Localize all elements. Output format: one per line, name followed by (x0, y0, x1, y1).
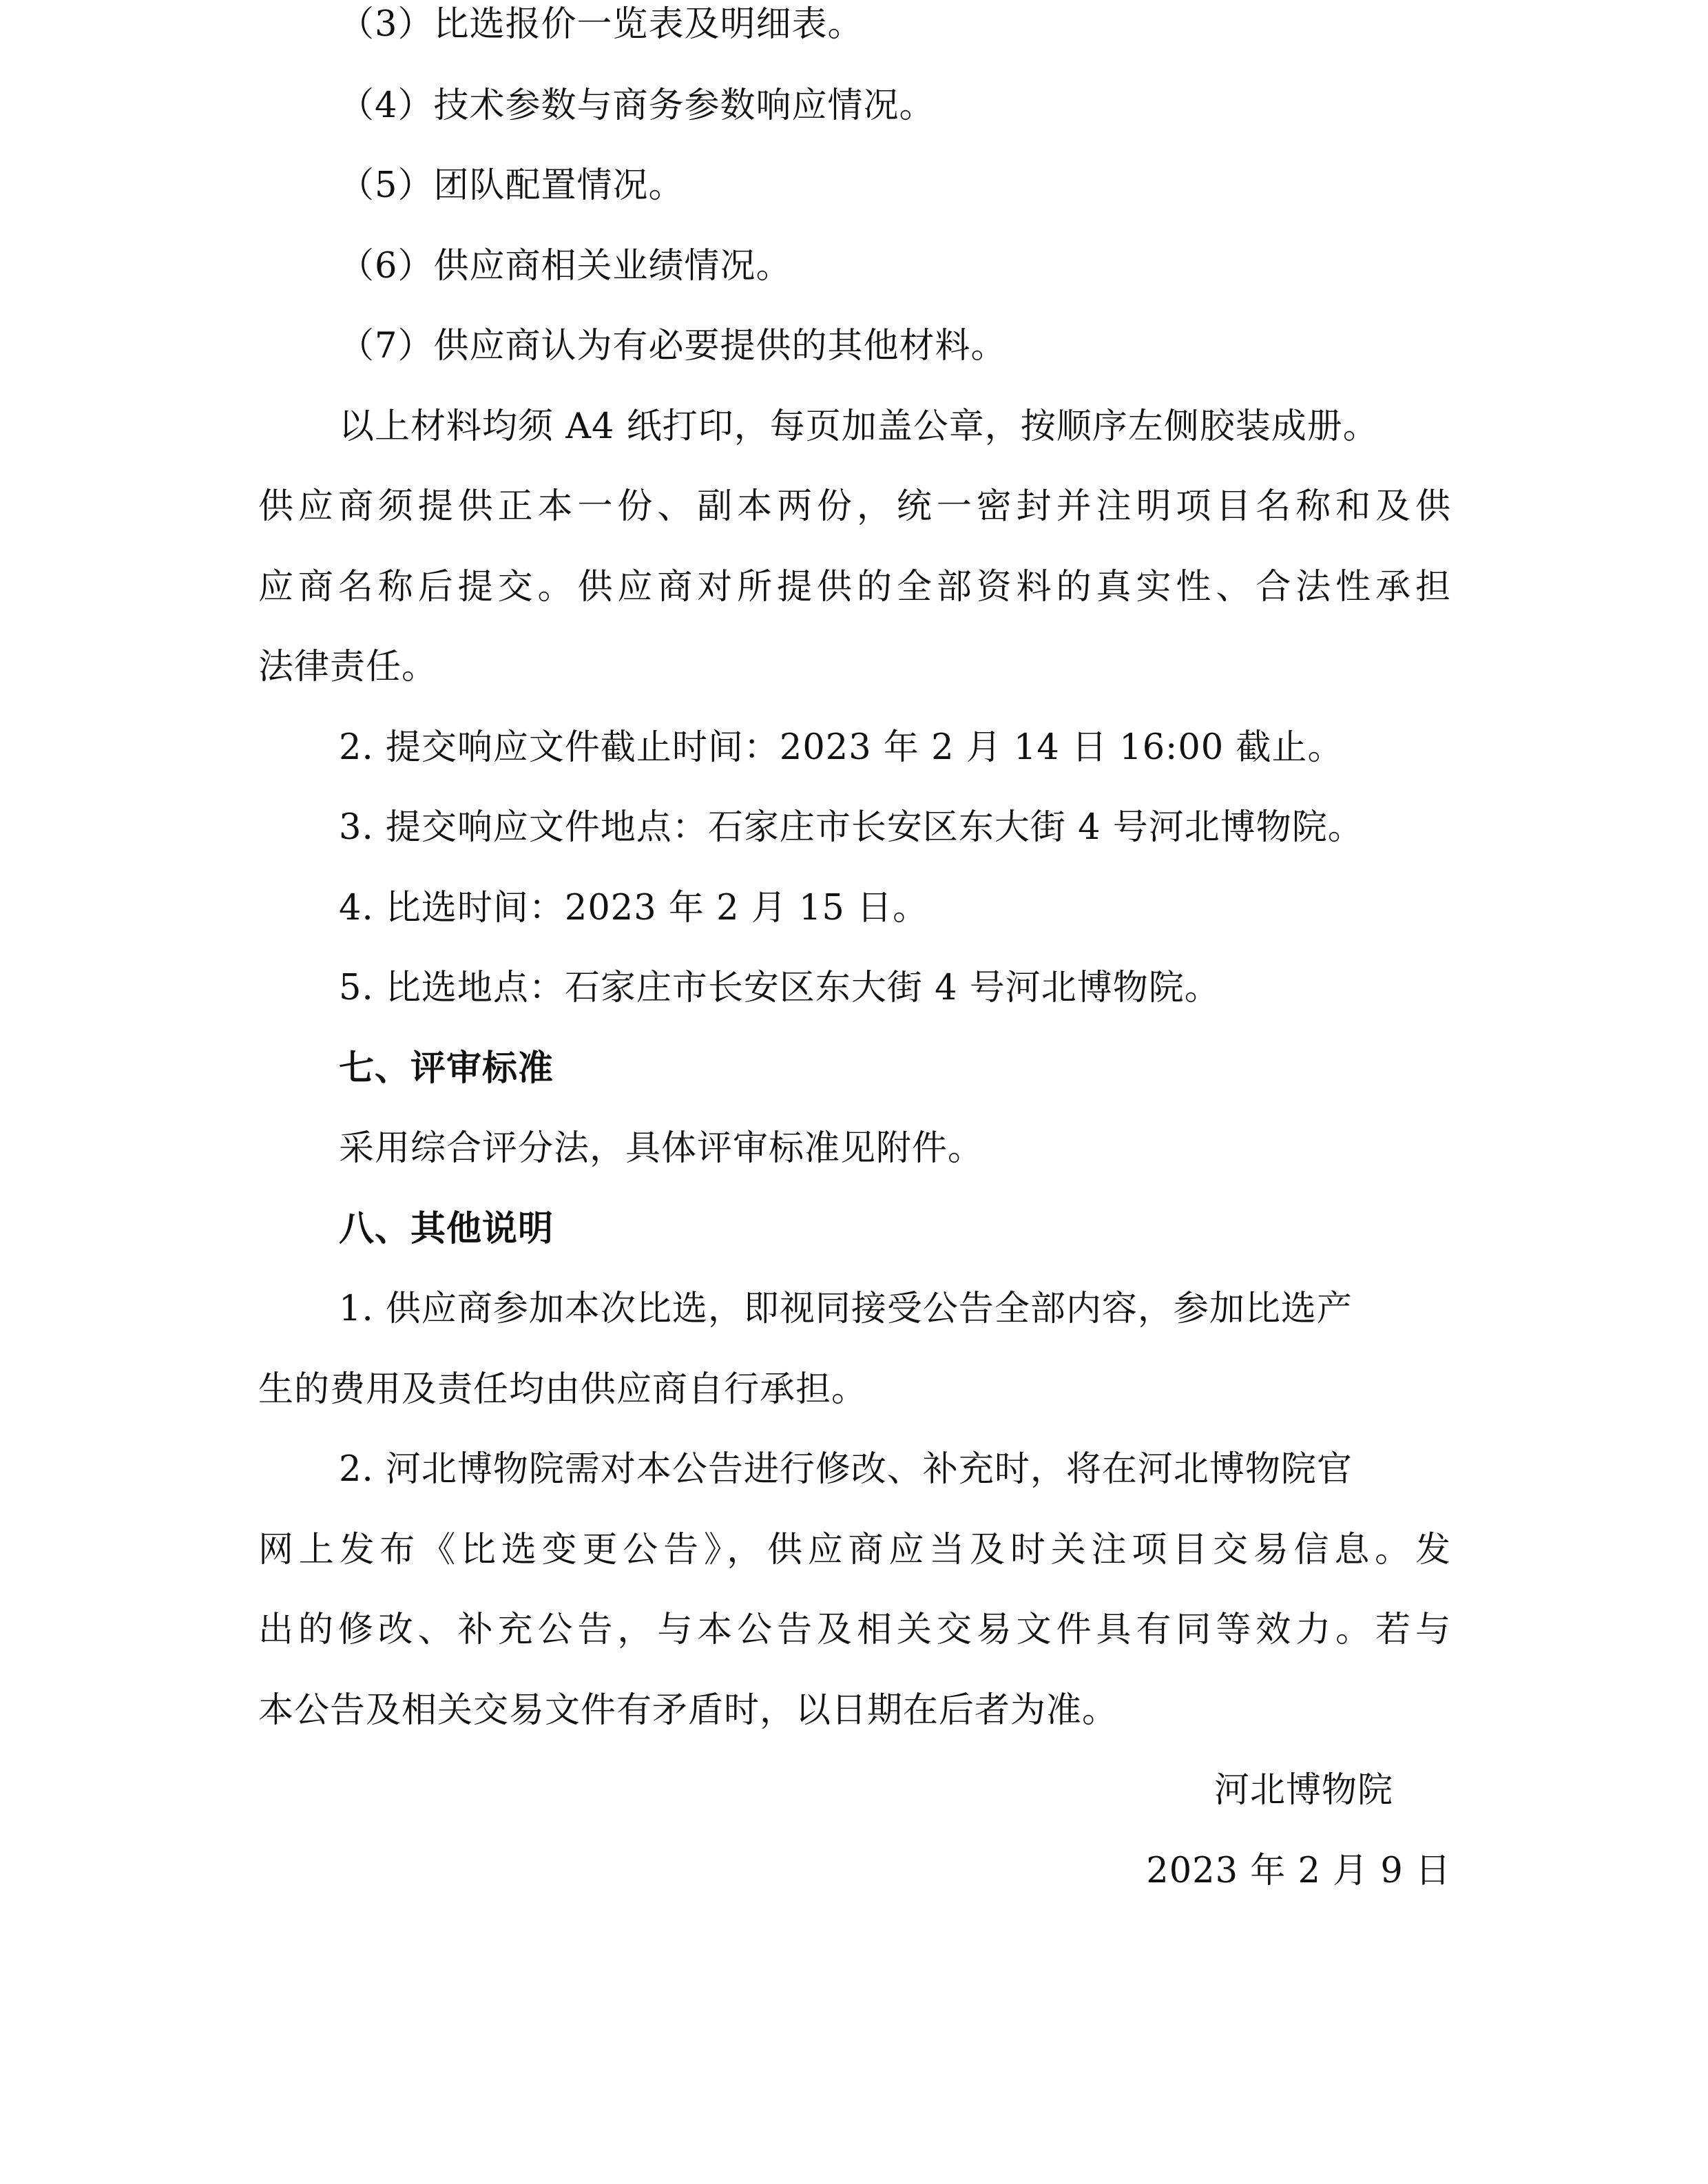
section-8-item-2-line: 本公告及相关交易文件有矛盾时，以日期在后者为准。 (258, 1690, 1118, 1731)
section-8-item-2-line: 网上发布《比选变更公告》，供应商应当及时关注项目交易信息。发 (258, 1530, 1451, 1570)
section-7-body: 采用综合评分法，具体评审标准见附件。 (339, 1128, 984, 1169)
deadline-item: 2. 提交响应文件截止时间：2023 年 2 月 14 日 16:00 截止。 (339, 727, 1344, 768)
list-item-4: （4）技术参数与商务参数响应情况。 (339, 85, 935, 126)
section-7-heading: 七、评审标准 (339, 1048, 554, 1089)
list-item-7: （7）供应商认为有必要提供的其他材料。 (339, 326, 1007, 366)
materials-paragraph-line: 应商名称后提交。供应商对所提供的全部资料的真实性、合法性承担 (258, 567, 1451, 607)
selection-time-item: 4. 比选时间：2023 年 2 月 15 日。 (339, 888, 929, 928)
section-8-item-1-line: 生的费用及责任均由供应商自行承担。 (258, 1369, 868, 1410)
list-item-3: （3）比选报价一览表及明细表。 (339, 4, 864, 45)
section-8-heading: 八、其他说明 (339, 1209, 554, 1249)
list-item-6: （6）供应商相关业绩情况。 (339, 246, 792, 287)
section-8-item-1-line: 1. 供应商参加本次比选，即视同接受公告全部内容，参加比选产 (339, 1289, 1353, 1329)
materials-paragraph-line: 供应商须提供正本一份、副本两份，统一密封并注明项目名称和及供 (258, 486, 1451, 527)
signature: 河北博物院 (1214, 1770, 1393, 1811)
materials-paragraph-line: 以上材料均须 A4 纸打印，每页加盖公章，按顺序左侧胶装成册。 (339, 406, 1379, 447)
selection-location-item: 5. 比选地点：石家庄市长安区东大街 4 号河北博物院。 (339, 968, 1220, 1008)
section-8-item-2-line: 出的修改、补充公告，与本公告及相关交易文件具有同等效力。若与 (258, 1610, 1451, 1650)
submission-location-item: 3. 提交响应文件地点：石家庄市长安区东大街 4 号河北博物院。 (339, 807, 1364, 848)
list-item-5: （5）团队配置情况。 (339, 165, 685, 206)
section-8-item-2-line: 2. 河北博物院需对本公告进行修改、补充时，将在河北博物院官 (339, 1449, 1353, 1490)
signature-date: 2023 年 2 月 9 日 (1146, 1851, 1451, 1891)
materials-paragraph-line: 法律责任。 (258, 647, 438, 687)
